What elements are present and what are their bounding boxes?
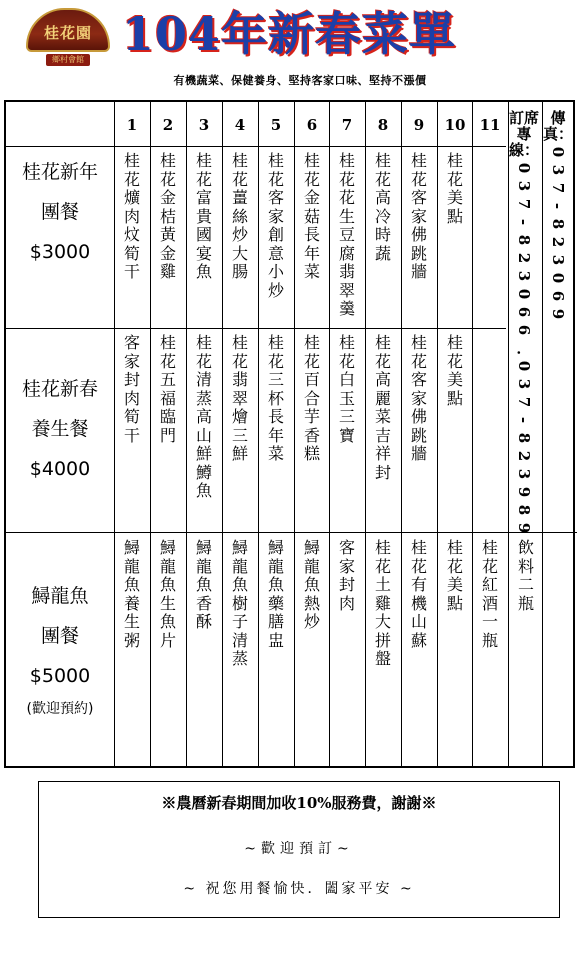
column-number: 1 — [126, 116, 138, 134]
dish-item: 桂 花 高 麗 菜 吉 祥 封 — [374, 333, 391, 482]
column-divider — [472, 102, 473, 766]
column-divider — [542, 102, 543, 766]
set-price: $5000 — [29, 665, 91, 687]
contact-phone: 訂席專線： 0 3 7 - 8 2 3 0 6 6 ． 0 3 7 - 8 2 3 9 8 9 — [508, 109, 540, 534]
dish-item: 桂 花 高 冷 時 蔬 — [374, 151, 391, 263]
dish-item: 桂 花 三 杯 長 年 菜 — [267, 333, 284, 463]
dish-item: 桂 花 美 點 — [446, 333, 463, 408]
dish-item: 桂 花 清 蒸 高 山 鮮 鱒 魚 — [195, 333, 212, 500]
set-name-line1: 鱘龍魚 — [31, 585, 89, 607]
dish-item: 桂 花 美 點 — [446, 151, 463, 226]
dish-item: 桂 花 客 家 佛 跳 牆 — [410, 333, 427, 463]
set-name-line1: 桂花新年 — [21, 161, 98, 183]
service-charge-notice: ※農曆新春期間加收10%服務費，謝謝※ — [161, 794, 437, 812]
set-price: $4000 — [29, 458, 91, 480]
logo-subtext: 鄉村會館 — [46, 54, 90, 66]
dish-item: 桂 花 百 合 芋 香 糕 — [303, 333, 320, 463]
column-number: 4 — [234, 116, 246, 134]
set-name-line2: 團餐 — [40, 625, 79, 647]
dish-item: 鱘 龍 魚 熱 炒 — [303, 538, 320, 631]
dish-item: 鱘 龍 魚 生 魚 片 — [159, 538, 176, 650]
dish-item: 桂 花 金 桔 黃 金 雞 — [159, 151, 176, 281]
menu-table — [4, 100, 575, 768]
dish-item: 飲 料 二 瓶 — [517, 538, 534, 613]
set-name-new-year — [6, 152, 114, 272]
dish-item: 桂 花 薑 絲 炒 大 腸 — [231, 151, 248, 281]
column-number: 3 — [198, 116, 210, 134]
dish-item: 桂 花 客 家 創 意 小 炒 — [267, 151, 284, 300]
column-number: 6 — [306, 116, 318, 134]
logo-text: 桂花園 — [43, 24, 92, 42]
dish-item: 桂 花 客 家 佛 跳 牆 — [410, 151, 427, 281]
row-divider — [6, 146, 506, 147]
dish-item: 桂 花 五 福 臨 門 — [159, 333, 176, 445]
wishes-text: ~ 祝您用餐愉快．闔家平安 ~ — [183, 881, 415, 897]
column-number: 9 — [413, 116, 425, 134]
set-name-sturgeon — [6, 576, 114, 722]
row-divider — [6, 532, 577, 533]
set-name-line1: 桂花新春 — [21, 378, 98, 400]
dish-item: 桂 花 富 貴 國 宴 魚 — [195, 151, 212, 281]
dish-item: 鱘 龍 魚 養 生 粥 — [123, 538, 140, 650]
dish-item: 桂 花 花 生 豆 腐 翡 翠 羹 — [338, 151, 355, 318]
welcome-booking-text: ~歡迎預訂~ — [244, 841, 354, 857]
row-divider — [6, 328, 506, 329]
dish-item: 桂 花 有 機 山 蘇 — [410, 538, 427, 650]
dish-item: 客 家 封 肉 筍 干 — [123, 333, 140, 445]
column-number: 8 — [377, 116, 389, 134]
dish-item: 桂 花 爌 肉 炆 筍 干 — [123, 151, 140, 281]
dish-item: 桂 花 白 玉 三 寶 — [338, 333, 355, 445]
dish-item: 鱘 龍 魚 樹 子 清 蒸 — [231, 538, 248, 668]
dish-item: 鱘 龍 魚 藥 膳 盅 — [267, 538, 284, 650]
dish-item: 鱘 龍 魚 香 酥 — [195, 538, 212, 631]
menu-subtitle: 有機蔬菜、保健養身、堅持客家口味、堅持不漲價 — [173, 74, 427, 87]
contact-fax: 傳真： 0 3 7 - 8 2 3 0 6 9 — [542, 109, 574, 320]
column-number: 7 — [341, 116, 353, 134]
dish-item: 桂 花 美 點 — [446, 538, 463, 613]
dish-item: 桂 花 土 雞 大 拼 盤 — [374, 538, 391, 668]
set-name-spring — [6, 369, 114, 489]
column-number: 2 — [162, 116, 174, 134]
dish-item: 客 家 封 肉 — [338, 538, 355, 613]
footer-notice-box — [38, 781, 560, 918]
column-divider — [508, 102, 509, 766]
set-name-line2: 養生餐 — [31, 418, 89, 440]
dish-item: 桂 花 金 菇 長 年 菜 — [303, 151, 320, 281]
set-note: (歡迎預約) — [26, 701, 94, 717]
column-number: 10 — [444, 116, 466, 134]
set-name-line2: 團餐 — [40, 201, 79, 223]
column-number: 5 — [270, 116, 282, 134]
menu-title: 104年新春菜單 — [122, 7, 457, 61]
set-price: $3000 — [29, 241, 91, 263]
dish-item: 桂 花 紅 酒 一 瓶 — [481, 538, 498, 650]
dish-item: 桂 花 翡 翠 燴 三 鮮 — [231, 333, 248, 463]
column-number: 11 — [479, 116, 501, 134]
restaurant-logo — [26, 8, 110, 66]
